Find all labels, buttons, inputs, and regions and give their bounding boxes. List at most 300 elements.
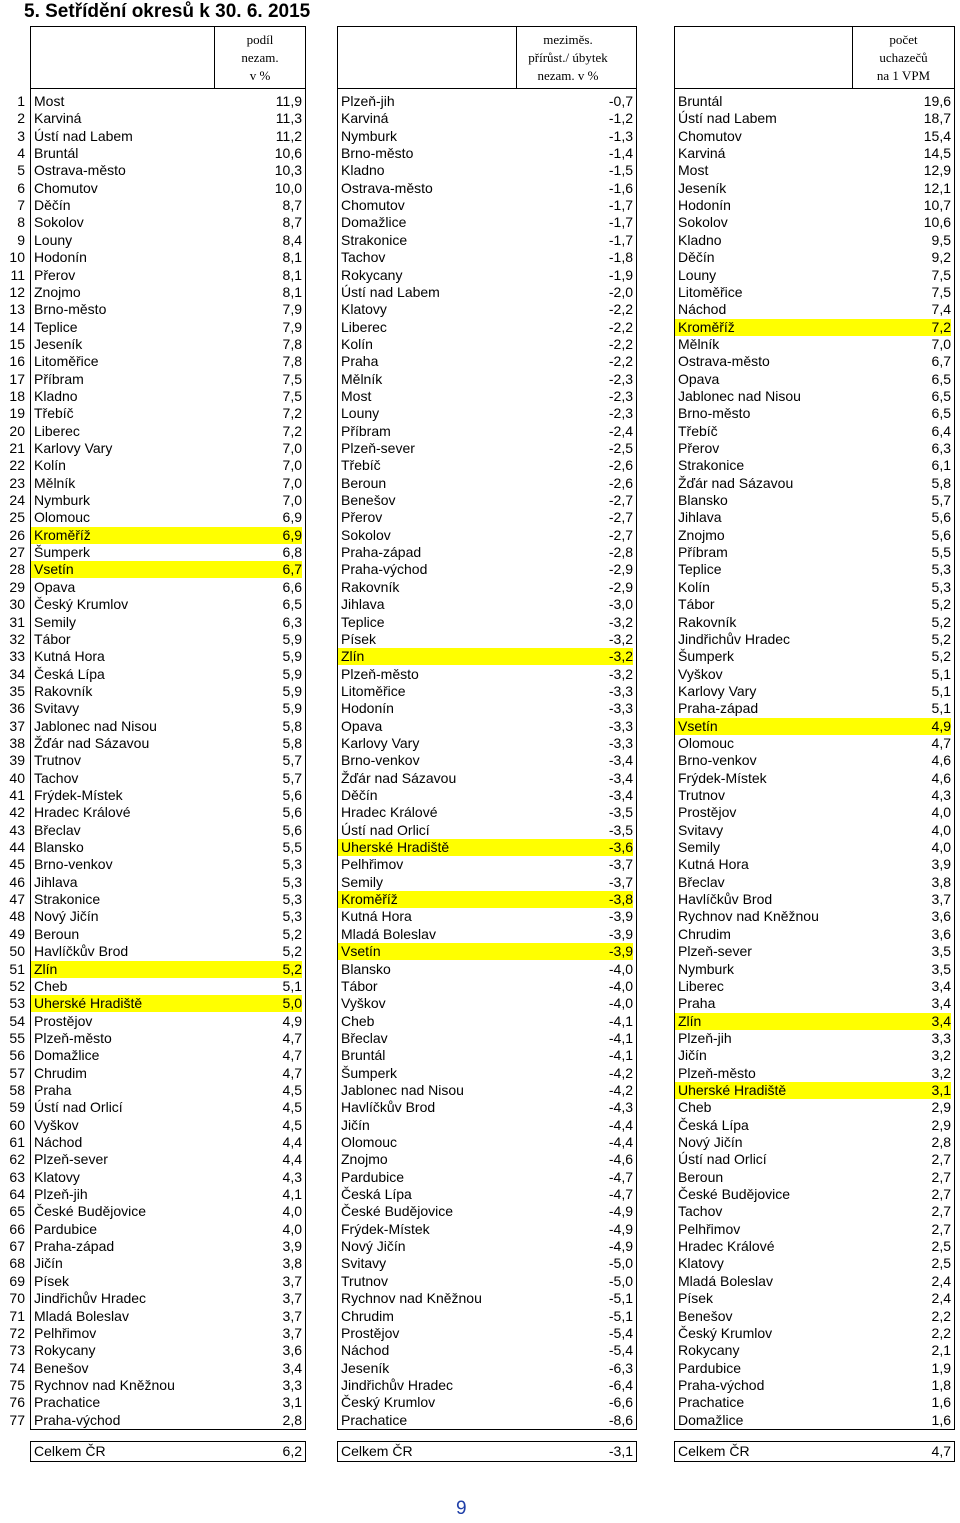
rank-number: 22	[9, 457, 25, 474]
district-name: Jindřichův Hradec	[34, 1290, 147, 1307]
district-value: -5,4	[608, 1342, 633, 1359]
rank-number: 14	[9, 318, 25, 335]
district-name: Olomouc	[678, 734, 735, 751]
district-name: Klatovy	[34, 1168, 80, 1185]
district-name: Prachatice	[341, 1411, 408, 1428]
district-name: Tachov	[34, 769, 79, 786]
district-name: Plzeň-jih	[341, 93, 395, 109]
column-border	[305, 26, 306, 1429]
district-value: -3,2	[608, 630, 633, 647]
district-name: Opava	[34, 578, 76, 595]
district-name: Ústí nad Labem	[34, 127, 133, 144]
district-value: -2,2	[608, 301, 633, 318]
district-value: 6,9	[251, 527, 302, 544]
column-header-line: meziměs.	[543, 32, 593, 47]
page-title: 5. Setřídění okresů k 30. 6. 2015	[24, 1, 311, 22]
district-name: Ústí nad Orlicí	[678, 1151, 767, 1168]
district-name: Hodonín	[34, 249, 87, 266]
district-name: Chomutov	[341, 197, 405, 214]
header-bottom-border	[30, 88, 306, 89]
rank-number: 15	[9, 335, 25, 352]
table-bottom-border	[337, 1429, 637, 1430]
rank-number: 27	[9, 544, 25, 561]
district-value: 6,3	[282, 613, 302, 630]
district-value: 9,2	[931, 249, 951, 266]
rank-number: 40	[9, 769, 25, 786]
district-value: 19,6	[923, 93, 951, 109]
district-name: Litoměřice	[34, 353, 99, 370]
district-name: Mělník	[34, 474, 76, 491]
rank-number: 5	[17, 162, 25, 179]
rank-number: 55	[9, 1029, 25, 1046]
district-name: Chrudim	[341, 1307, 394, 1324]
district-value: 5,7	[931, 492, 951, 509]
district-name: Semily	[341, 873, 384, 890]
district-name: Litoměřice	[678, 283, 743, 300]
district-value: -3,3	[608, 682, 633, 699]
district-value: 3,8	[931, 873, 951, 890]
district-value: -3,0	[608, 596, 633, 613]
district-name: Hodonín	[678, 197, 731, 214]
district-value: -3,9	[578, 943, 633, 960]
district-value: -3,5	[608, 821, 633, 838]
district-value: 5,3	[931, 578, 951, 595]
rank-number: 35	[9, 682, 25, 699]
district-value: 10,3	[274, 162, 302, 179]
district-name: Karlovy Vary	[678, 682, 757, 699]
district-name: Hodonín	[341, 700, 394, 717]
district-value: -3,7	[608, 873, 633, 890]
district-value: -2,3	[608, 387, 633, 404]
district-name: Uherské Hradiště	[338, 839, 578, 856]
district-value: 2,7	[931, 1220, 951, 1237]
district-value: -5,0	[608, 1272, 633, 1289]
district-value: -4,1	[608, 1047, 633, 1064]
district-name: Český Krumlov	[678, 1324, 773, 1341]
district-value: -4,1	[608, 1029, 633, 1046]
rank-number: 18	[9, 387, 25, 404]
district-value: 7,5	[931, 283, 951, 300]
district-value: -3,2	[608, 613, 633, 630]
rank-number: 71	[9, 1307, 25, 1324]
district-value: 15,4	[923, 127, 951, 144]
district-name: Děčín	[341, 787, 378, 803]
column-header-line: podíl	[246, 32, 274, 47]
district-name: Praha	[34, 1081, 72, 1098]
district-value: -3,7	[608, 856, 633, 873]
district-value: -4,7	[608, 1186, 633, 1203]
district-name: Liberec	[34, 422, 80, 439]
district-name: Karviná	[678, 145, 726, 162]
total-label: Celkem ČR	[34, 1442, 106, 1459]
district-name: Blansko	[34, 839, 84, 856]
district-value: -5,1	[608, 1307, 633, 1324]
district-name: Most	[678, 162, 709, 179]
district-value: -1,6	[608, 179, 633, 196]
district-name: Nymburk	[34, 492, 91, 509]
totals-border	[30, 1441, 306, 1442]
district-name: Ústí nad Labem	[341, 283, 440, 300]
district-name: Rakovník	[34, 682, 93, 699]
district-value: -2,7	[608, 526, 633, 543]
district-name: Havlíčkův Brod	[678, 891, 773, 908]
rank-number: 19	[9, 405, 25, 422]
district-value: 5,3	[282, 891, 302, 908]
district-value: 3,3	[282, 1376, 302, 1393]
district-value: -1,5	[608, 162, 633, 179]
district-name: Příbram	[34, 370, 84, 387]
district-value: 5,1	[931, 665, 951, 682]
district-name: Pardubice	[34, 1220, 98, 1237]
district-value: -1,8	[608, 249, 633, 266]
district-value: 5,9	[282, 682, 302, 699]
district-name: Svitavy	[341, 1255, 387, 1272]
column-border	[954, 26, 955, 1429]
district-value: 5,6	[931, 509, 951, 526]
district-name: Chomutov	[34, 179, 98, 196]
district-name: Jihlava	[678, 509, 722, 526]
district-value: 6,5	[931, 370, 951, 387]
district-value: 3,9	[931, 856, 951, 873]
district-name: Domažlice	[341, 214, 407, 231]
rank-number: 60	[9, 1116, 25, 1133]
district-value: -4,1	[608, 1012, 633, 1029]
totals-border	[954, 1441, 955, 1462]
district-value: 4,0	[931, 821, 951, 838]
district-name: Karlovy Vary	[34, 440, 113, 456]
rank-number: 21	[9, 440, 25, 456]
district-value: 7,4	[931, 301, 951, 318]
district-name: Vsetín	[675, 718, 875, 735]
district-name: Cheb	[341, 1012, 375, 1029]
district-value: 4,3	[282, 1168, 302, 1185]
district-name: Jeseník	[678, 179, 727, 196]
district-value: -2,9	[608, 561, 633, 578]
district-name: Pardubice	[678, 1359, 742, 1376]
rank-number: 62	[9, 1151, 25, 1168]
district-value: 6,7	[251, 561, 302, 578]
rank-number: 70	[9, 1290, 25, 1307]
district-name: Náchod	[34, 1134, 83, 1150]
district-name: Žďár nad Sázavou	[341, 769, 457, 786]
district-value: 4,0	[282, 1220, 302, 1237]
rank-number: 32	[9, 630, 25, 647]
district-value: 5,8	[282, 734, 302, 751]
district-name: Břeclav	[678, 873, 725, 890]
table-bottom-border	[30, 1429, 306, 1430]
district-name: Karlovy Vary	[341, 734, 420, 751]
district-value: -4,0	[608, 977, 633, 994]
district-name: Most	[341, 387, 372, 404]
rank-number: 42	[9, 804, 25, 821]
district-value: 5,2	[931, 648, 951, 665]
district-value: -2,7	[608, 492, 633, 509]
district-name: Kolín	[34, 457, 66, 474]
district-name: Brno-město	[341, 145, 414, 162]
district-value: 5,9	[282, 630, 302, 647]
district-value: -4,0	[608, 995, 633, 1012]
district-value: 2,4	[931, 1290, 951, 1307]
rank-number: 57	[9, 1064, 25, 1081]
header-bottom-border	[337, 88, 637, 89]
district-value: 3,4	[282, 1359, 302, 1376]
district-value: -2,8	[608, 544, 633, 561]
district-name: Jablonec nad Nisou	[678, 387, 801, 404]
rank-number: 16	[9, 353, 25, 370]
district-value: -4,4	[608, 1116, 633, 1133]
rank-number: 17	[9, 370, 25, 387]
district-value: 3,3	[931, 1029, 951, 1046]
district-value: 7,9	[282, 301, 302, 318]
rank-number: 76	[9, 1394, 25, 1411]
district-value: 5,6	[282, 821, 302, 838]
district-name: Most	[34, 93, 65, 109]
district-value: 6,1	[931, 457, 951, 474]
district-value: 7,0	[282, 457, 302, 474]
district-value: -1,7	[608, 231, 633, 248]
district-value: -8,6	[608, 1411, 633, 1428]
district-value: 5,9	[282, 665, 302, 682]
district-value: 12,9	[923, 162, 951, 179]
district-value: -4,3	[608, 1099, 633, 1116]
column-header-line: počet	[889, 32, 918, 47]
district-name: Pelhřimov	[34, 1324, 97, 1341]
district-value: 5,1	[931, 682, 951, 699]
district-value: -6,4	[608, 1376, 633, 1393]
district-name: Ostrava-město	[34, 162, 126, 179]
district-value: 2,2	[931, 1307, 951, 1324]
district-name: Beroun	[34, 925, 80, 942]
rank-number: 64	[9, 1186, 25, 1203]
district-value: -4,2	[608, 1081, 633, 1098]
rank-number: 61	[9, 1134, 25, 1150]
district-value: 5,9	[282, 648, 302, 665]
district-value: 4,7	[282, 1029, 302, 1046]
district-name: Klatovy	[341, 301, 387, 318]
district-value: 14,5	[923, 145, 951, 162]
rank-number: 65	[9, 1203, 25, 1220]
column-border	[636, 26, 637, 1429]
header-top-border	[337, 26, 637, 27]
district-name: Vsetín	[31, 561, 251, 578]
district-name: Nový Jičín	[341, 1238, 406, 1255]
district-name: Hradec Králové	[678, 1238, 775, 1255]
rank-number: 7	[17, 197, 25, 214]
district-value: 6,6	[282, 578, 302, 595]
district-name: Semily	[34, 613, 77, 630]
district-value: -3,2	[608, 665, 633, 682]
district-name: Zlín	[31, 961, 251, 978]
district-value: 7,0	[282, 492, 302, 509]
district-name: Nový Jičín	[34, 908, 99, 925]
district-name: Brno-město	[678, 405, 751, 422]
district-name: Pelhřimov	[341, 856, 404, 873]
column-header-line: na 1 VPM	[876, 68, 931, 83]
district-name: Sokolov	[341, 526, 391, 543]
district-value: 5,3	[282, 856, 302, 873]
totals-border	[636, 1441, 637, 1462]
district-value: 3,7	[282, 1290, 302, 1307]
district-value: -3,3	[608, 700, 633, 717]
district-value: -2,6	[608, 457, 633, 474]
totals-border	[337, 1441, 637, 1442]
district-value: 2,5	[931, 1238, 951, 1255]
district-name: Beroun	[678, 1168, 724, 1185]
district-name: Brno-venkov	[678, 752, 757, 769]
district-name: Sokolov	[678, 214, 728, 231]
district-value: 8,7	[282, 197, 302, 214]
district-value: -3,9	[608, 925, 633, 942]
rank-number: 41	[9, 787, 25, 803]
district-value: 6,9	[282, 509, 302, 526]
column-header-line: v %	[249, 68, 271, 83]
district-value: 5,6	[931, 526, 951, 543]
rank-number: 20	[9, 422, 25, 439]
rank-number: 72	[9, 1324, 25, 1341]
district-name: Šumperk	[341, 1064, 398, 1081]
district-value: -2,3	[608, 370, 633, 387]
district-name: Frýdek-Místek	[34, 787, 123, 803]
district-name: Havlíčkův Brod	[34, 943, 129, 960]
district-value: -1,2	[608, 110, 633, 127]
district-name: Plzeň-sever	[34, 1151, 108, 1168]
district-name: Semily	[678, 839, 721, 856]
district-name: Olomouc	[341, 1134, 398, 1150]
district-value: 2,8	[282, 1411, 302, 1428]
district-value: 5,5	[931, 544, 951, 561]
total-value: 6,2	[282, 1442, 302, 1459]
district-value: 10,6	[923, 214, 951, 231]
district-value: 5,2	[931, 613, 951, 630]
district-name: Děčín	[678, 249, 715, 266]
district-value: 3,8	[282, 1255, 302, 1272]
column-header-line: nezam.	[241, 50, 279, 65]
district-name: Rakovník	[678, 613, 737, 630]
header-bottom-border	[674, 88, 955, 89]
district-name: Domažlice	[678, 1411, 744, 1428]
rank-number: 4	[17, 145, 25, 162]
district-name: Hradec Králové	[34, 804, 131, 821]
district-value: 3,6	[931, 908, 951, 925]
district-name: Jablonec nad Nisou	[34, 717, 157, 734]
district-name: Trutnov	[34, 752, 81, 769]
page-number: 9	[456, 1498, 467, 1519]
rank-number: 38	[9, 734, 25, 751]
district-value: 5,2	[931, 630, 951, 647]
district-name: Domažlice	[34, 1047, 100, 1064]
district-name: Praha	[678, 995, 716, 1012]
district-value: 5,5	[282, 839, 302, 856]
district-value: 7,8	[282, 335, 302, 352]
district-value: 5,3	[282, 873, 302, 890]
district-value: -5,1	[608, 1290, 633, 1307]
rank-number: 12	[9, 283, 25, 300]
district-name: Strakonice	[341, 231, 408, 248]
district-value: 6,7	[931, 353, 951, 370]
district-value: 5,2	[931, 596, 951, 613]
district-value: 10,6	[274, 145, 302, 162]
district-name: Český Krumlov	[341, 1394, 436, 1411]
rank-number: 45	[9, 856, 25, 873]
district-name: Tábor	[34, 630, 71, 647]
district-value: 1,6	[931, 1394, 951, 1411]
rank-number: 11	[10, 266, 25, 283]
column-header-line: uchazečů	[879, 50, 928, 65]
district-name: Vyškov	[341, 995, 386, 1012]
district-name: Jablonec nad Nisou	[341, 1081, 464, 1098]
district-value: 7,8	[282, 353, 302, 370]
rank-number: 53	[9, 995, 25, 1012]
rank-number: 56	[9, 1047, 25, 1064]
district-value: 10,0	[274, 179, 302, 196]
district-name: Kolín	[678, 578, 710, 595]
district-value: -4,6	[608, 1151, 633, 1168]
rank-number: 3	[17, 127, 25, 144]
district-name: Ústí nad Labem	[678, 110, 777, 127]
district-value: 7,0	[282, 440, 302, 456]
rank-number: 49	[9, 925, 25, 942]
district-name: Plzeň-jih	[34, 1186, 88, 1203]
district-name: České Budějovice	[341, 1203, 454, 1220]
district-name: Kutná Hora	[34, 648, 105, 665]
district-value: 7,5	[931, 266, 951, 283]
district-value: -2,2	[608, 353, 633, 370]
district-name: Česká Lípa	[341, 1186, 412, 1203]
district-name: Ústí nad Orlicí	[34, 1099, 123, 1116]
district-name: Znojmo	[34, 283, 81, 300]
district-name: Rychnov nad Kněžnou	[341, 1290, 482, 1307]
district-name: Příbram	[678, 544, 728, 561]
district-value: -3,4	[608, 769, 633, 786]
district-name: Strakonice	[678, 457, 745, 474]
rank-number: 30	[9, 596, 25, 613]
district-name: Třebíč	[678, 422, 718, 439]
district-value: 3,4	[931, 977, 951, 994]
district-value: 3,7	[282, 1307, 302, 1324]
district-value: 9,5	[931, 231, 951, 248]
district-name: Rokycany	[34, 1342, 96, 1359]
district-value: 6,5	[931, 405, 951, 422]
header-top-border	[30, 26, 306, 27]
district-value: -2,0	[608, 283, 633, 300]
district-value: 8,4	[282, 231, 302, 248]
district-name: Jičín	[678, 1047, 707, 1064]
district-value: 6,5	[931, 387, 951, 404]
district-value: 12,1	[923, 179, 951, 196]
rank-number: 48	[9, 908, 25, 925]
district-name: Přerov	[678, 440, 720, 456]
district-value: -1,3	[608, 127, 633, 144]
district-value: 2,9	[931, 1116, 951, 1133]
rank-number: 44	[9, 839, 25, 856]
district-value: 4,3	[931, 787, 951, 803]
district-name: Rokycany	[341, 266, 403, 283]
district-name: Prachatice	[678, 1394, 745, 1411]
district-value: 11,2	[275, 127, 302, 144]
district-value: 6,3	[931, 440, 951, 456]
district-value: 5,7	[282, 752, 302, 769]
district-value: 3,2	[931, 1064, 951, 1081]
district-value: -2,5	[608, 440, 633, 456]
district-value: 5,0	[251, 995, 302, 1012]
district-value: 7,0	[931, 335, 951, 352]
district-name: Jihlava	[34, 873, 78, 890]
rank-number: 74	[9, 1359, 25, 1376]
district-name: Kroměříž	[31, 527, 251, 544]
district-name: České Budějovice	[678, 1186, 791, 1203]
district-value: -4,9	[608, 1203, 633, 1220]
district-name: Teplice	[34, 318, 78, 335]
